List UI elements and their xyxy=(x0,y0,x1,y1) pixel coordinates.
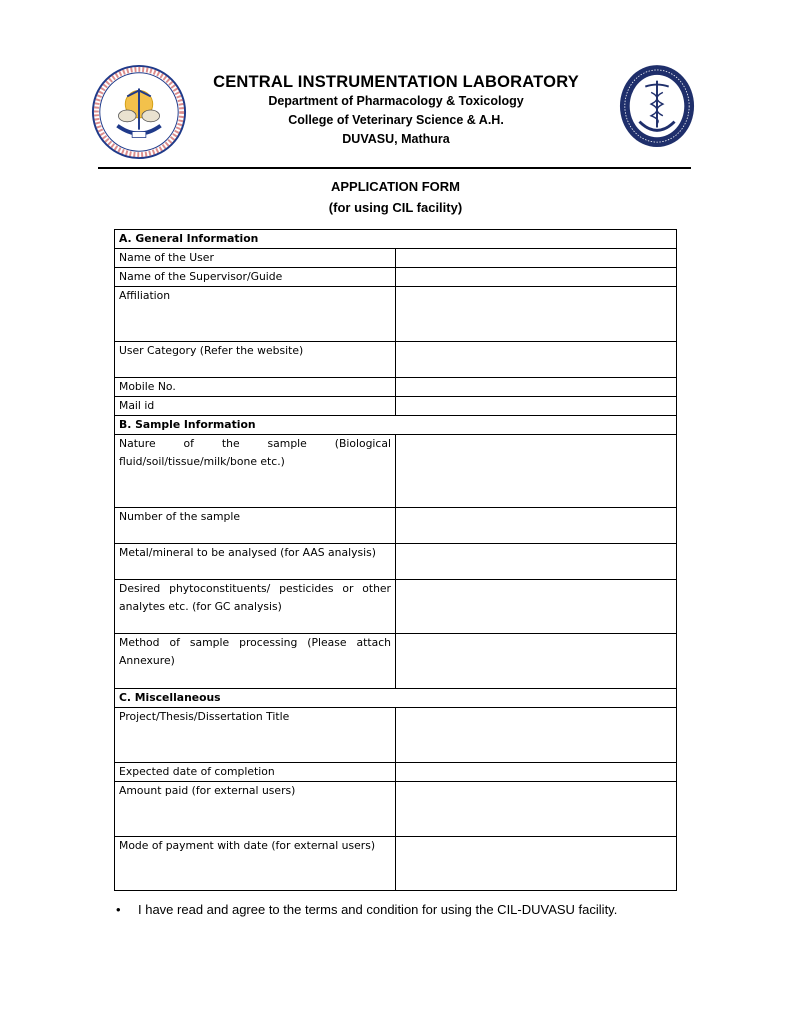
declaration-text: I have read and agree to the terms and condition for using the CIL-DUVASU facility. xyxy=(138,902,618,917)
field-label: Project/Thesis/Dissertation Title xyxy=(115,708,396,763)
form-row xyxy=(115,342,677,378)
section-heading-misc: C. Miscellaneous xyxy=(115,689,677,708)
declaration xyxy=(116,900,696,920)
completion-date-input[interactable] xyxy=(396,763,677,782)
sample-processing-input[interactable] xyxy=(396,634,677,689)
payment-mode-input[interactable] xyxy=(396,837,677,891)
header-rule xyxy=(98,167,691,169)
form-row xyxy=(115,763,677,782)
form-row xyxy=(115,580,677,634)
form-row xyxy=(115,544,677,580)
form-row xyxy=(115,378,677,397)
field-label: Desired phytoconstituents/ pesticides or other analytes etc. (for GC analysis) xyxy=(115,580,396,634)
form-title: APPLICATION FORM xyxy=(330,179,461,194)
field-label: Nature of the sample (Biological fluid/soil/tissue/milk/bone etc.) xyxy=(115,435,396,508)
section-header-row xyxy=(115,416,677,435)
supervisor-name-input[interactable] xyxy=(396,268,677,287)
department-name: Department of Pharmacology & Toxicology xyxy=(268,94,524,108)
lab-name: CENTRAL INSTRUMENTATION LABORATORY xyxy=(213,73,579,91)
form-row xyxy=(115,287,677,342)
university-seal-logo xyxy=(90,63,188,161)
analytes-input[interactable] xyxy=(396,580,677,634)
field-label: Mail id xyxy=(115,397,396,416)
form-row xyxy=(115,782,677,837)
field-label: Name of the User xyxy=(115,249,396,268)
field-label: Metal/mineral to be analysed (for AAS analysis) xyxy=(115,544,396,580)
metal-mineral-input[interactable] xyxy=(396,544,677,580)
user-name-input[interactable] xyxy=(396,249,677,268)
field-label: Method of sample processing (Please attach Annexure) xyxy=(115,634,396,689)
user-category-input[interactable] xyxy=(396,342,677,378)
field-label: Expected date of completion xyxy=(115,763,396,782)
section-header-row xyxy=(115,230,677,249)
sample-nature-input[interactable] xyxy=(396,435,677,508)
field-label: Mode of payment with date (for external users) xyxy=(115,837,396,891)
form-row xyxy=(115,708,677,763)
form-row xyxy=(115,837,677,891)
field-label: Mobile No. xyxy=(115,378,396,397)
field-label: Affiliation xyxy=(115,287,396,342)
form-subtitle: (for using CIL facility) xyxy=(328,200,463,215)
application-form-table xyxy=(114,229,677,891)
mobile-input[interactable] xyxy=(396,378,677,397)
field-label: Number of the sample xyxy=(115,508,396,544)
form-row xyxy=(115,268,677,287)
form-row xyxy=(115,435,677,508)
section-heading-general: A. General Information xyxy=(115,230,677,249)
letterhead xyxy=(182,72,610,149)
form-row xyxy=(115,634,677,689)
university-name: DUVASU, Mathura xyxy=(342,132,450,146)
field-label: User Category (Refer the website) xyxy=(115,342,396,378)
amount-paid-input[interactable] xyxy=(396,782,677,837)
form-row xyxy=(115,508,677,544)
field-label: Amount paid (for external users) xyxy=(115,782,396,837)
field-label: Name of the Supervisor/Guide xyxy=(115,268,396,287)
form-row xyxy=(115,249,677,268)
college-emblem-logo xyxy=(618,63,696,151)
section-heading-sample: B. Sample Information xyxy=(115,416,677,435)
section-header-row xyxy=(115,689,677,708)
mail-id-input[interactable] xyxy=(396,397,677,416)
form-row xyxy=(115,397,677,416)
college-name: College of Veterinary Science & A.H. xyxy=(288,113,504,127)
project-title-input[interactable] xyxy=(396,708,677,763)
sample-count-input[interactable] xyxy=(396,508,677,544)
bullet-icon: • xyxy=(116,902,121,917)
affiliation-input[interactable] xyxy=(396,287,677,342)
